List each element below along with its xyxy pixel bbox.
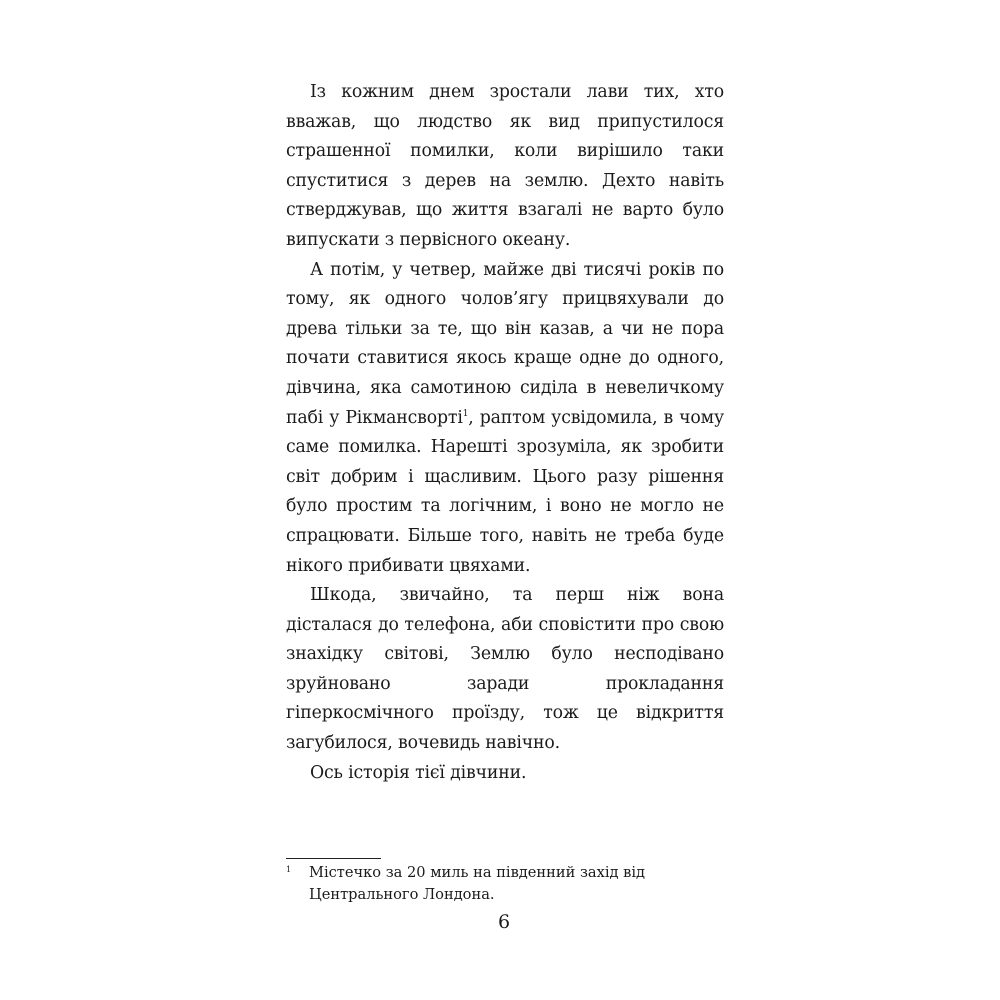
paragraph-3: Шкода, звичайно, та перш ніж вона дісталася до телефона, аби сповістити про свою знахідку світові, Землю було несподівано зруйновано заради прокладання гіперкосмічного проїзду, тож це відкриття загубилося, вочевидь навічно. [286,585,724,754]
paragraph-1: Із кожним днем зростали лави тих, хто вважав, що людство як вид припустилося страшенної помилки, коли вирішило таки спуститися з дерев на землю. Дехто навіть стверджував, що життя взагалі не варто було випускати з первісного океану. [286,82,724,250]
body-text [286,78,724,788]
footnote-reference[interactable]: 1 [462,408,469,419]
paragraph-2-part-a: А потім, у четвер, майже дві тисячі років по тому, як одного чолов’ягу прицвяхували до древа тільки за те, що він казав, а чи не пора почати ставитися якось краще одне до одного, дівчина, яка самотиною сиділа в невеличкому пабі у Рікмансворті [286,259,724,428]
footnote [286,862,724,905]
paragraph-2 [286,256,724,582]
paragraph-4: Ось історія тієї дівчини. [310,762,527,783]
footnote-text: Містечко за 20 миль на південний захід від Центрального Лондона. [309,864,646,903]
paragraph-2-part-b: , раптом усвідомила, в чому саме помилка. Нарешті зрозуміла, як зробити світ добрим і щасливим. Цього разу рішення було простим та логічним, і воно не могло не спрацювати. Більше того, навіть не треба буде нікого прибивати цвяхами. [286,407,724,576]
footnote-divider [286,858,381,859]
footnote-number: 1 [286,865,292,874]
page-number: 6 [497,911,511,933]
